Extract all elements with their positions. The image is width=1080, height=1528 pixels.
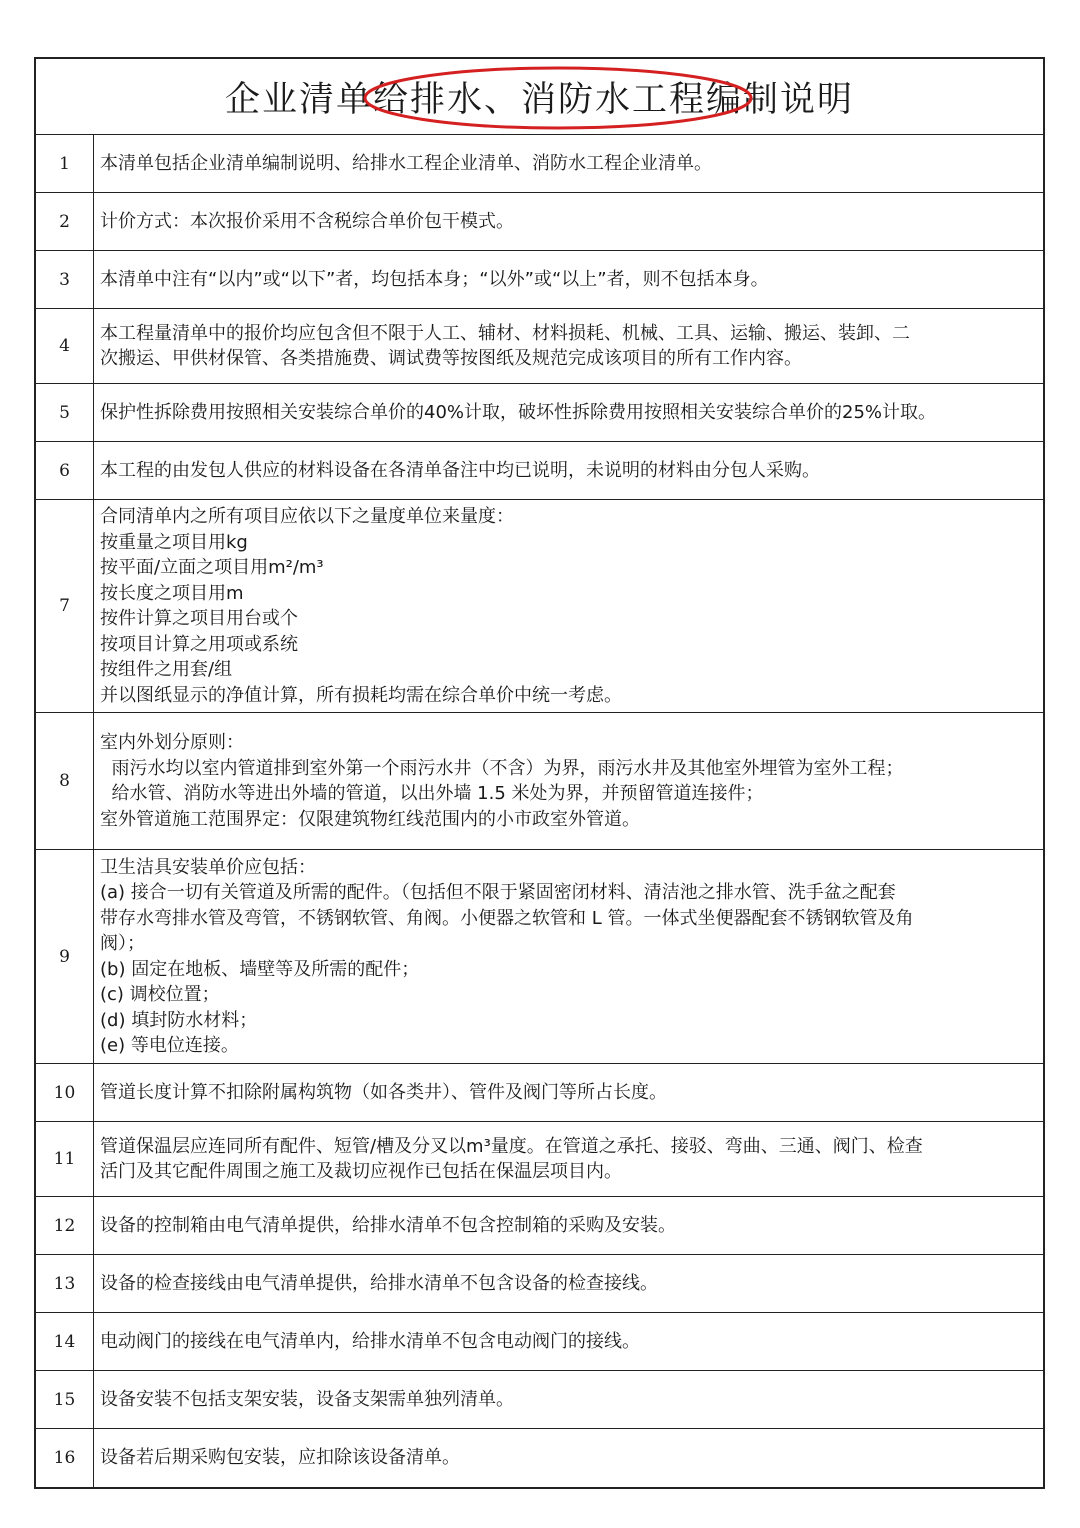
content-line: 阀）； xyxy=(100,933,145,954)
row-content xyxy=(94,1429,1043,1487)
content-line: 设备安装不包括支架安装，设备支架需单独列清单。 xyxy=(100,1388,514,1410)
row-content xyxy=(94,309,1043,383)
row-content xyxy=(94,442,1043,499)
table-row xyxy=(36,384,1043,442)
title-row xyxy=(36,59,1043,135)
content-line: 设备的检查接线由电气清单提供，给排水清单不包含设备的检查接线。 xyxy=(100,1272,658,1294)
row-content xyxy=(94,1064,1043,1121)
content-line: 按件计算之项目用台或个 xyxy=(100,608,298,629)
content-line: 按平面/立面之项目用m²/m³ xyxy=(100,557,324,578)
table-row xyxy=(36,1371,1043,1429)
table-row xyxy=(36,1255,1043,1313)
table-body xyxy=(36,135,1043,1487)
content-line: (b) 固定在地板、墙壁等及所需的配件； xyxy=(100,958,420,980)
row-number: 10 xyxy=(36,1064,94,1121)
page-title: 企业清单给排水、消防水工程编制说明 xyxy=(224,79,854,120)
content-line: 本清单中注有“以内”或“以下”者，均包括本身；“以外”或“以上”者，则不包括本身。 xyxy=(100,268,769,290)
row-number: 16 xyxy=(36,1429,94,1487)
content-line: 按长度之项目用m xyxy=(100,582,244,604)
row-number: 13 xyxy=(36,1255,94,1312)
row-content xyxy=(94,1122,1043,1196)
row-number: 14 xyxy=(36,1313,94,1370)
row-content xyxy=(94,193,1043,250)
content-line: 按重量之项目用kg xyxy=(100,531,248,553)
content-line: 合同清单内之所有项目应依以下之量度单位来量度： xyxy=(100,506,514,527)
row-content xyxy=(94,500,1043,712)
table-row xyxy=(36,442,1043,500)
row-content xyxy=(94,1371,1043,1428)
content-line: 卫生洁具安装单价应包括： xyxy=(100,856,316,878)
content-line: (a) 接合一切有关管道及所需的配件。（包括但不限于紧固密闭材料、清洁池之排水管、洗手盆之配套 xyxy=(100,882,896,903)
table-row xyxy=(36,1429,1043,1487)
content-line: 给水管、消防水等进出外墙的管道，以出外墙 1.5 米处为界，并预留管道连接件； xyxy=(100,783,764,804)
row-number: 1 xyxy=(36,135,94,192)
row-number: 7 xyxy=(36,500,94,712)
table-row xyxy=(36,251,1043,309)
table-row xyxy=(36,1064,1043,1122)
row-content xyxy=(94,1313,1043,1370)
table-row xyxy=(36,1122,1043,1197)
row-content xyxy=(94,384,1043,441)
content-line: 保护性拆除费用按照相关安装综合单价的40%计取，破坏性拆除费用按照相关安装综合单价的25%计取。 xyxy=(100,401,937,423)
table-row xyxy=(36,193,1043,251)
content-line: 管道长度计算不扣除附属构筑物（如各类井）、管件及阀门等所占长度。 xyxy=(100,1081,667,1103)
content-line: 设备若后期采购包安装，应扣除该设备清单。 xyxy=(100,1447,460,1469)
row-content xyxy=(94,1197,1043,1254)
row-number: 12 xyxy=(36,1197,94,1254)
row-number: 6 xyxy=(36,442,94,499)
content-line: 并以图纸显示的净值计算，所有损耗均需在综合单价中统一考虑。 xyxy=(100,684,622,706)
table-row xyxy=(36,135,1043,193)
spec-table xyxy=(34,57,1045,1489)
row-number: 3 xyxy=(36,251,94,308)
row-content xyxy=(94,713,1043,849)
content-line: 带存水弯排水管及弯管，不锈钢软管、角阀。小便器之软管和 L 管。一体式坐便器配套不锈钢软管及角 xyxy=(100,907,914,929)
content-line: 电动阀门的接线在电气清单内，给排水清单不包含电动阀门的接线。 xyxy=(100,1330,640,1352)
table-row xyxy=(36,500,1043,713)
table-row xyxy=(36,713,1043,850)
table-row xyxy=(36,1313,1043,1371)
content-line: 室内外划分原则： xyxy=(100,732,244,753)
row-number: 11 xyxy=(36,1122,94,1196)
content-line: (d) 填封防水材料； xyxy=(100,1009,258,1031)
row-number: 9 xyxy=(36,850,94,1063)
row-content xyxy=(94,251,1043,308)
row-content xyxy=(94,850,1043,1063)
table-row xyxy=(36,1197,1043,1255)
content-line: 设备的控制箱由电气清单提供，给排水清单不包含控制箱的采购及安装。 xyxy=(100,1214,676,1236)
content-line: 本工程的由发包人供应的材料设备在各清单备注中均已说明，未说明的材料由分包人采购。 xyxy=(100,459,820,481)
content-line: 管道保温层应连同所有配件、短管/槽及分叉以m³量度。在管道之承托、接驳、弯曲、三通、阀门、检查 xyxy=(100,1135,923,1157)
content-line: 计价方式：本次报价采用不含税综合单价包干模式。 xyxy=(100,210,514,232)
table-row xyxy=(36,850,1043,1064)
row-number: 15 xyxy=(36,1371,94,1428)
row-number: 8 xyxy=(36,713,94,849)
row-number: 5 xyxy=(36,384,94,441)
row-number: 4 xyxy=(36,309,94,383)
content-line: 本清单包括企业清单编制说明、给排水工程企业清单、消防水工程企业清单。 xyxy=(100,152,712,174)
table-row xyxy=(36,309,1043,384)
row-content xyxy=(94,135,1043,192)
content-line: 雨污水均以室内管道排到室外第一个雨污水井（不含）为界，雨污水井及其他室外埋管为室外工程； xyxy=(100,757,904,779)
row-content xyxy=(94,1255,1043,1312)
content-line: 次搬运、甲供材保管、各类措施费、调试费等按图纸及规范完成该项目的所有工作内容。 xyxy=(100,348,802,369)
content-line: 本工程量清单中的报价均应包含但不限于人工、辅材、材料损耗、机械、工具、运输、搬运、装卸、二 xyxy=(100,322,910,344)
row-number: 2 xyxy=(36,193,94,250)
content-line: 室外管道施工范围界定：仅限建筑物红线范围内的小市政室外管道。 xyxy=(100,808,640,830)
content-line: 按项目计算之用项或系统 xyxy=(100,633,298,655)
content-line: (c) 调校位置； xyxy=(100,984,220,1005)
content-line: (e) 等电位连接。 xyxy=(100,1035,239,1056)
content-line: 按组件之用套/组 xyxy=(100,659,233,680)
content-line: 活门及其它配件周围之施工及裁切应视作已包括在保温层项目内。 xyxy=(100,1161,622,1182)
